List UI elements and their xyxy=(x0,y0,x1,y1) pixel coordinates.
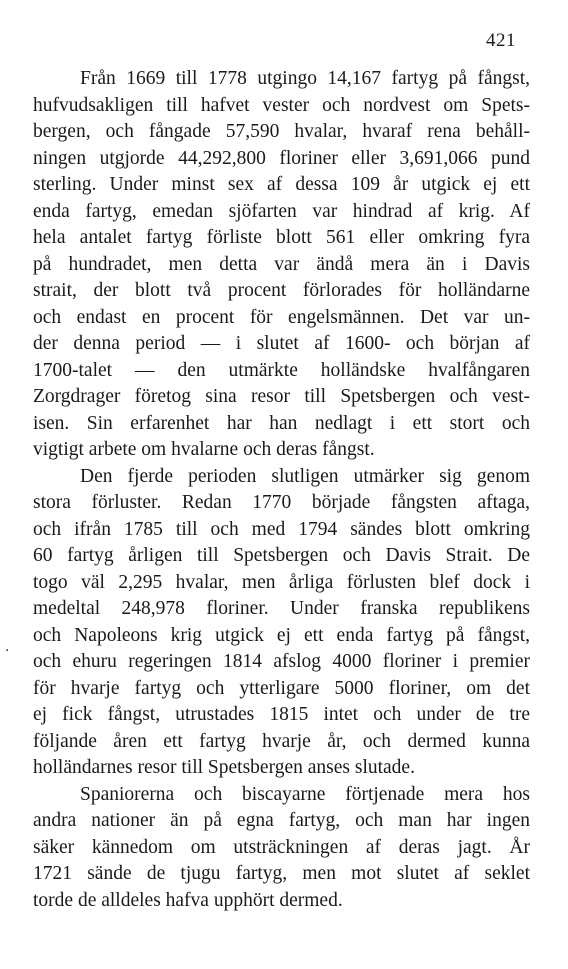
text-line: följande åren ett fartyg hvarje år, och dermed kunna xyxy=(33,730,530,752)
text-line: strait, der blott två procent förlorades för holländarne xyxy=(33,280,530,301)
text-line: 1721 sände de tjugu fartyg, men mot slutet af seklet xyxy=(33,863,530,884)
text-line: Zorgdrager företog sina resor till Spetsbergen och vest- xyxy=(33,386,530,407)
text-line: holländarnes resor till Spetsbergen anses slutade. xyxy=(33,757,415,778)
text-line: säker kännedom om utsträckningen af deras jagt. År xyxy=(33,836,530,858)
text-line: och Napoleons krig utgick ej ett enda fartyg på fångst, xyxy=(33,624,530,646)
paragraph-3 xyxy=(33,782,530,915)
text-line: hela antalet fartyg förliste blott 561 eller omkring fyra xyxy=(33,227,530,248)
text-line: togo väl 2,295 hvalar, men årliga förlusten blef dock i xyxy=(33,571,530,593)
text-line: 60 fartyg årligen till Spetsbergen och Davis Strait. De xyxy=(33,545,530,566)
text-line: stora förluster. Redan 1770 började fångsten aftaga, xyxy=(33,492,530,513)
text-line: ej fick fångst, utrustades 1815 intet och under de tre xyxy=(33,704,530,725)
text-line: Från 1669 till 1778 utgingo 14,167 fartyg på fångst, xyxy=(80,68,530,89)
text-line: Spaniorerna och biscayarne förtjenade mera hos xyxy=(80,783,530,805)
paragraph-1 xyxy=(33,66,530,464)
paragraph-2 xyxy=(33,464,530,782)
text-line: och ehuru regeringen 1814 afslog 4000 floriner i premier xyxy=(33,651,530,672)
text-line: och endast en procent för engelsmännen. Det var un- xyxy=(33,306,530,328)
text-line: ningen utgjorde 44,292,800 floriner eller 3,691,066 pund xyxy=(33,147,530,169)
text-line: sterling. Under minst sex af dessa 109 år utgick ej ett xyxy=(33,174,530,195)
margin-mark: · xyxy=(5,643,10,659)
text-line: bergen, och fångade 57,590 hvalar, hvaraf rena behåll- xyxy=(33,121,530,142)
body-text xyxy=(33,66,530,914)
text-line: hufvudsakligen till hafvet vester och nordvest om Spets- xyxy=(33,94,530,116)
text-line: för hvarje fartyg och ytterligare 5000 floriner, om det xyxy=(33,677,530,699)
text-line: der denna period — i slutet af 1600- och början af xyxy=(33,333,530,354)
text-line: Den fjerde perioden slutligen utmärker sig genom xyxy=(80,465,530,487)
page-number: 421 xyxy=(486,30,516,51)
text-line: isen. Sin erfarenhet har han nedlagt i ett stort och xyxy=(33,412,530,434)
text-line: och ifrån 1785 till och med 1794 sändes blott omkring xyxy=(33,518,530,540)
text-line: torde de alldeles hafva upphört dermed. xyxy=(33,889,343,911)
text-line: på hundradet, men detta var ändå mera än i Davis xyxy=(33,253,530,275)
text-line: vigtigt arbete om hvalarne och deras fångst. xyxy=(33,439,375,460)
text-line: andra nationer än på egna fartyg, och man har ingen xyxy=(33,810,530,831)
text-line: enda fartyg, emedan sjöfarten var hindrad af krig. Af xyxy=(33,200,530,222)
text-line: 1700-talet — den utmärkte holländske hvalfångaren xyxy=(33,359,530,381)
text-line: medeltal 248,978 floriner. Under franska republikens xyxy=(33,598,530,619)
